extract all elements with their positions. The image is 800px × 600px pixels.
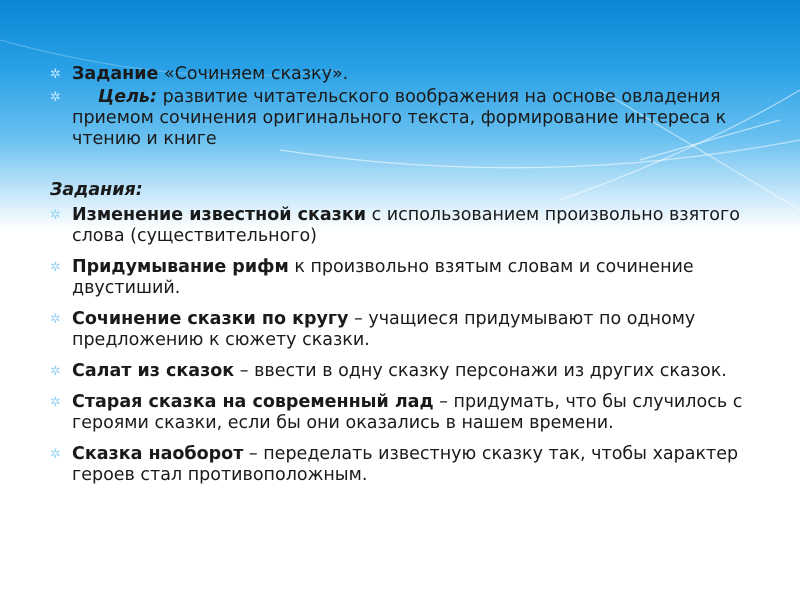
- task-item-text: – ввести в одну сказку персонажи из других сказок.: [239, 361, 727, 381]
- star-bullet-icon: ✲: [50, 447, 61, 462]
- tasks-heading: Задания:: [50, 180, 143, 200]
- task-line: [50, 64, 750, 85]
- list-item: [50, 392, 750, 434]
- task-item-text: – придумать, что бы случилось с героями сказки, если бы они оказались в нашем времени.: [72, 392, 743, 433]
- task-item-text: – переделать известную сказку так, чтобы характер героев стал противоположным.: [72, 444, 739, 485]
- list-item: [50, 361, 750, 382]
- list-item: [50, 444, 750, 486]
- slide-content: [50, 64, 750, 496]
- star-bullet-icon: ✲: [50, 312, 61, 327]
- task-item-title: Придумывание рифм: [72, 257, 289, 277]
- list-item: [50, 309, 750, 351]
- task-item-title: Сочинение сказки по кругу: [72, 309, 349, 329]
- task-label: Задание: [72, 64, 159, 84]
- star-bullet-icon: ✲: [50, 260, 61, 275]
- task-title: «Сочиняем сказку».: [163, 64, 349, 84]
- task-item-title: Салат из сказок: [72, 361, 235, 381]
- task-item-text: – учащиеся придумывают по одному предложению к сюжету сказки.: [72, 309, 696, 350]
- task-item-title: Старая сказка на современный лад: [72, 392, 434, 412]
- star-bullet-icon: ✲: [50, 395, 61, 410]
- star-bullet-icon: ✲: [50, 364, 61, 379]
- task-item-text: с использованием произвольно взятого слова (существительного): [72, 205, 740, 246]
- goal-line: [50, 87, 750, 150]
- star-bullet-icon: ✲: [50, 67, 61, 82]
- list-item: [50, 205, 750, 247]
- task-item-text: к произвольно взятым словам и сочинение двустиший.: [72, 257, 694, 298]
- goal-label: Цель:: [98, 87, 157, 107]
- tasks-list: [50, 205, 750, 486]
- task-item-title: Сказка наоборот: [72, 444, 244, 464]
- star-bullet-icon: ✲: [50, 90, 61, 105]
- list-item: [50, 257, 750, 299]
- star-bullet-icon: ✲: [50, 208, 61, 223]
- task-item-title: Изменение известной сказки: [72, 205, 366, 225]
- goal-text: развитие читательского воображения на основе овладения приемом сочинения оригинального текста, формирование интереса к чтению и книге: [72, 87, 727, 149]
